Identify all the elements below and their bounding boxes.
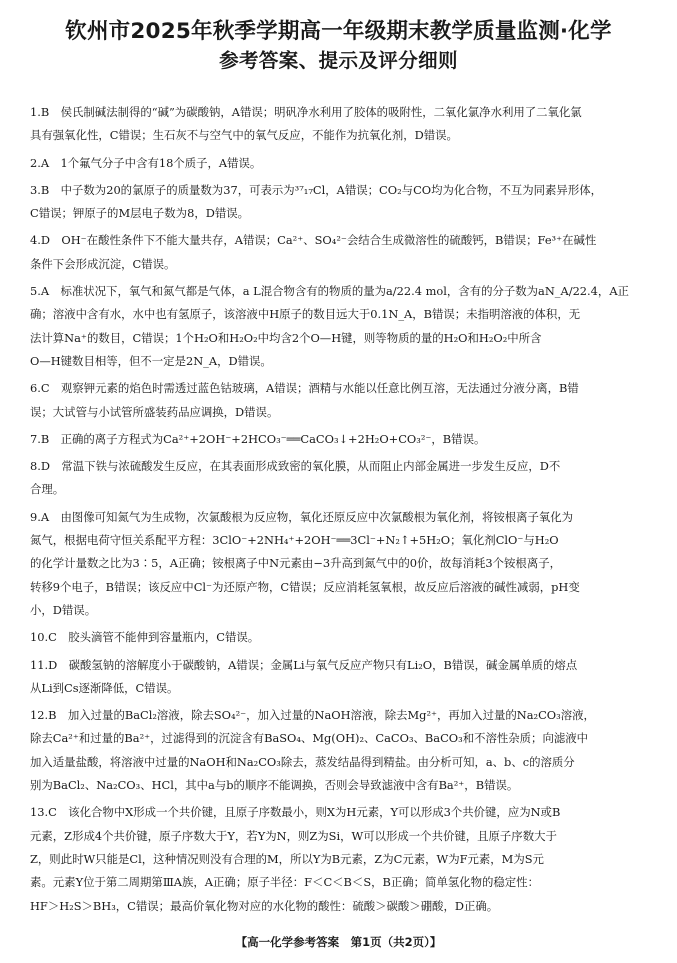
answer-item bbox=[30, 704, 650, 797]
answer-line: 7.B 正确的离子方程式为Ca²⁺+2OH⁻+2HCO₃⁻══CaCO₃↓+2H₂O+CO₃²⁻，B错误。 bbox=[30, 431, 486, 446]
answer-line: 条件下会形成沉淀，C错误。 bbox=[30, 256, 176, 271]
answer-line: 10.C 胶头滴管不能伸到容量瓶内，C错误。 bbox=[30, 630, 260, 645]
answer-line: 加入适量盐酸，将溶液中过量的NaOH和Na₂CO₃除去，蒸发结晶得到精盐。由分析可知，a、b、c的溶质分 bbox=[30, 754, 575, 769]
answer-item bbox=[30, 152, 650, 175]
answer-line: 误；大试管与小试管所盛装药品应调换，D错误。 bbox=[30, 404, 279, 419]
answer-item bbox=[30, 101, 650, 148]
answer-line: O—H键数目相等，但不一定是2N_A，D错误。 bbox=[30, 353, 272, 368]
answer-line: 8.D 常温下铁与浓硫酸发生反应，在其表面形成致密的氧化膜，从而阻止内部金属进一步发生反应，D不 bbox=[30, 459, 561, 474]
page-footer: 【高一化学参考答案 第1页（共2页）】 bbox=[235, 935, 442, 949]
answer-line: C错误；钾原子的M层电子数为8，D错误。 bbox=[30, 206, 250, 221]
answer-item bbox=[30, 229, 650, 276]
answer-line: 4.D OH⁻在酸性条件下不能大量共存，A错误；Ca²⁺、SO₄²⁻会结合生成微溶性的硫酸钙，B错误；Fe³⁺在碱性 bbox=[30, 233, 597, 248]
answer-item bbox=[30, 280, 650, 373]
answer-line: 转移9个电子，B错误；该反应中Cl⁻为还原产物，C错误；反应消耗氢氧根，故反应后溶液的碱性减弱，pH变 bbox=[30, 579, 580, 594]
answer-item bbox=[30, 801, 650, 917]
answer-line: 11.D 碳酸氢钠的溶解度小于碳酸钠，A错误；金属Li与氧气反应产物只有Li₂O，B错误，碱金属单质的熔点 bbox=[30, 657, 578, 672]
answer-line: 1.B 侯氏制碱法制得的“碱”为碳酸钠，A错误；明矾净水利用了胶体的吸附性，二氧化氯净水利用了二氧化氯 bbox=[30, 105, 582, 119]
answer-item bbox=[30, 654, 650, 701]
answer-line: Z，则此时W只能是Cl，这种情况则没有合理的M，所以Y为B元素，Z为C元素，W为F元素，M为S元 bbox=[30, 851, 544, 866]
answer-line: 法计算Na⁺的数目，C错误；1个H₂O和H₂O₂中均含2个O—H键，则等物质的量的H₂O和H₂O₂中所含 bbox=[30, 330, 542, 345]
answer-line: 13.C 该化合物中X形成一个共价键，且原子序数最小，则X为H元素，Y可以形成3个共价键，应为N或B bbox=[30, 805, 561, 820]
answer-line: 3.B 中子数为20的氯原子的质量数为37，可表示为³⁷₁₇Cl，A错误；CO₂与CO均为化合物，不互为同素异形体， bbox=[30, 182, 602, 197]
answer-line: 素。元素Y位于第二周期第ⅢA族，A正确；原子半径：F＜C＜B＜S，B正确；简单氢化物的稳定性： bbox=[30, 875, 539, 890]
answer-line: 合理。 bbox=[30, 482, 65, 497]
answer-item bbox=[30, 455, 650, 502]
answer-line: 9.A 由图像可知氮气为生成物，次氯酸根为反应物，氧化还原反应中次氯酸根为氧化剂，将铵根离子氧化为 bbox=[30, 509, 574, 524]
answer-item bbox=[30, 377, 650, 424]
answer-line: 2.A 1个氟气分子中含有18个质子，A错误。 bbox=[30, 155, 262, 170]
answer-line: 除去Ca²⁺和过量的Ba²⁺，过滤得到的沉淀含有BaSO₄、Mg(OH)₂、CaCO₃、BaCO₃和不溶性杂质；向滤液中 bbox=[30, 731, 589, 746]
answer-line: 5.A 标准状况下，氧气和氮气都是气体，a L混合物含有的物质的量为a/22.4 mol，含有的分子数为aN_A/22.4，A正 bbox=[30, 284, 629, 299]
answer-line: 从Li到Cs逐渐降低，C错误。 bbox=[30, 680, 179, 695]
answer-item bbox=[30, 626, 650, 649]
answer-list bbox=[30, 101, 650, 922]
answer-line: 6.C 观察钾元素的焰色时需透过蓝色钴玻璃，A错误；酒精与水能以任意比例互溶，无法通过分液分离，B错 bbox=[30, 381, 579, 396]
answer-line: 别为BaCl₂、Na₂CO₃、HCl，其中a与b的顺序不能调换，否则会导致滤液中含有Ba²⁺，B错误。 bbox=[30, 778, 519, 793]
answer-item bbox=[30, 428, 650, 451]
answer-line: HF＞H₂S＞BH₃，C错误；最高价氧化物对应的水化物的酸性：硫酸＞碳酸＞硼酸，D正确。 bbox=[30, 898, 499, 913]
answer-line: 确；溶液中含有水，水中也有氢原子，该溶液中H原子的数目远大于0.1N_A，B错误；未指明溶液的体积，无 bbox=[30, 307, 581, 322]
answer-line: 的化学计量数之比为3∶5，A正确；铵根离子中N元素由−3升高到氮气中的0价，故每消耗3个铵根离子， bbox=[30, 556, 561, 571]
page-subtitle: 参考答案、提示及评分细则 bbox=[219, 49, 458, 72]
answer-line: 氮气，根据电荷守恒关系配平方程：3ClO⁻+2NH₄⁺+2OH⁻══3Cl⁻+N₂↑+5H₂O；氧化剂ClO⁻与H₂O bbox=[30, 533, 559, 548]
answer-line: 小，D错误。 bbox=[30, 602, 97, 617]
answer-item bbox=[30, 506, 650, 622]
answer-line: 元素，Z形成4个共价键，原子序数大于Y，若Y为N，则Z为Si，W可以形成一个共价键，且原子序数大于 bbox=[30, 828, 557, 843]
answer-item bbox=[30, 179, 650, 226]
answer-line: 12.B 加入过量的BaCl₂溶液，除去SO₄²⁻，加入过量的NaOH溶液，除去Mg²⁺，再加入过量的Na₂CO₃溶液， bbox=[30, 708, 595, 723]
answer-line: 具有强氧化性，C错误；生石灰不与空气中的氧气反应，不能作为抗氧化剂，D错误。 bbox=[30, 128, 458, 143]
page-title: 钦州市2025年秋季学期高一年级期末教学质量监测·化学 bbox=[65, 19, 612, 44]
